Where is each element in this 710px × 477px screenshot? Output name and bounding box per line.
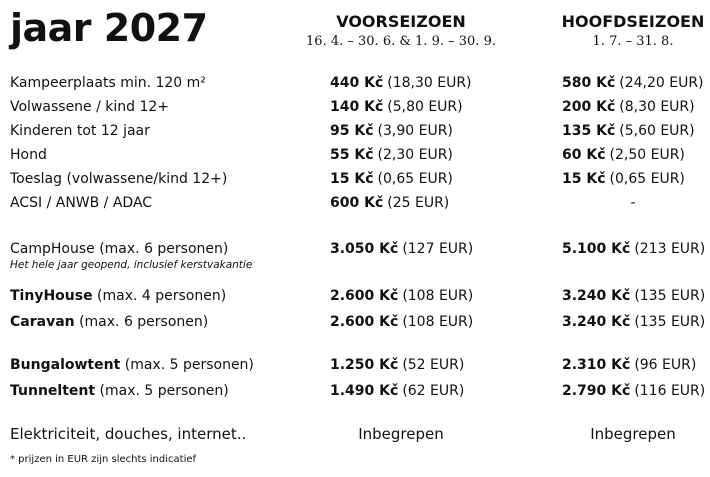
price-row-tinyhouse (0, 285, 710, 307)
page-title: jaar 2027 (10, 6, 208, 50)
row-label: Tunneltent (max. 5 personen) (10, 383, 229, 399)
row-label: ACSI / ANWB / ADAC (10, 195, 153, 211)
price-hoofdseizoen: 2.310 Kč (96 EUR) (562, 357, 697, 373)
row-label: Volwassene / kind 12+ (10, 99, 170, 115)
price-hoofdseizoen: 3.240 Kč (135 EUR) (562, 288, 706, 304)
row-label: Bungalowtent (max. 5 personen) (10, 357, 254, 373)
price-row-acsi (0, 192, 710, 214)
season-header-voorseizoen (286, 12, 516, 52)
price-row-toeslag (0, 168, 710, 190)
season-name: VOORSEIZOEN (336, 12, 466, 31)
price-hoofdseizoen: 200 Kč (8,30 EUR) (562, 99, 695, 115)
season-header-hoofdseizoen (518, 12, 710, 52)
price-voorseizoen: 140 Kč (5,80 EUR) (330, 99, 463, 115)
season-dates: 16. 4. – 30. 6. & 1. 9. – 30. 9. (306, 34, 496, 49)
price-row-bungalowtent (0, 354, 710, 376)
footnote: * prijzen in EUR zijn slechts indicatief (10, 454, 197, 465)
extras-hoofdseizoen: Inbegrepen (590, 425, 676, 443)
price-voorseizoen: 1.490 Kč (62 EUR) (330, 383, 465, 399)
price-voorseizoen: 95 Kč (3,90 EUR) (330, 123, 453, 139)
price-row-kinderen (0, 120, 710, 142)
row-label: Kinderen tot 12 jaar (10, 123, 150, 139)
row-label: Toeslag (volwassene/kind 12+) (10, 171, 228, 187)
price-hoofdseizoen: 2.790 Kč (116 EUR) (562, 383, 706, 399)
price-row-hond (0, 144, 710, 166)
price-row-camphouse (0, 238, 710, 278)
price-row-tunneltent (0, 380, 710, 402)
row-label: Caravan (max. 6 personen) (10, 314, 209, 330)
row-label: CampHouse (max. 6 personen) (10, 241, 229, 257)
extras-row (0, 423, 710, 445)
price-voorseizoen: 600 Kč (25 EUR) (330, 195, 450, 211)
price-hoofdseizoen: - (630, 195, 636, 211)
price-row-kampeerplaats (0, 72, 710, 94)
row-label: Kampeerplaats min. 120 m² (10, 75, 206, 91)
season-name: HOOFDSEIZOEN (561, 12, 705, 31)
price-hoofdseizoen: 5.100 Kč (213 EUR) (562, 241, 706, 257)
price-voorseizoen: 55 Kč (2,30 EUR) (330, 147, 453, 163)
extras-voorseizoen: Inbegrepen (358, 425, 444, 443)
price-voorseizoen: 15 Kč (0,65 EUR) (330, 171, 453, 187)
price-hoofdseizoen: 3.240 Kč (135 EUR) (562, 314, 706, 330)
price-voorseizoen: 3.050 Kč (127 EUR) (330, 241, 474, 257)
row-label: Hond (10, 147, 47, 163)
price-row-caravan (0, 311, 710, 333)
row-label: TinyHouse (max. 4 personen) (10, 288, 227, 304)
price-voorseizoen: 440 Kč (18,30 EUR) (330, 75, 472, 91)
price-voorseizoen: 2.600 Kč (108 EUR) (330, 314, 474, 330)
price-hoofdseizoen: 580 Kč (24,20 EUR) (562, 75, 704, 91)
season-dates: 1. 7. – 31. 8. (592, 34, 674, 49)
price-voorseizoen: 1.250 Kč (52 EUR) (330, 357, 465, 373)
price-hoofdseizoen: 135 Kč (5,60 EUR) (562, 123, 695, 139)
price-voorseizoen: 2.600 Kč (108 EUR) (330, 288, 474, 304)
row-sublabel: Het hele jaar geopend, inclusief kerstvakantie (10, 259, 253, 271)
price-hoofdseizoen: 15 Kč (0,65 EUR) (562, 171, 685, 187)
price-hoofdseizoen: 60 Kč (2,50 EUR) (562, 147, 685, 163)
row-label: Elektriciteit, douches, internet.. (10, 425, 247, 443)
price-row-volwassene (0, 96, 710, 118)
